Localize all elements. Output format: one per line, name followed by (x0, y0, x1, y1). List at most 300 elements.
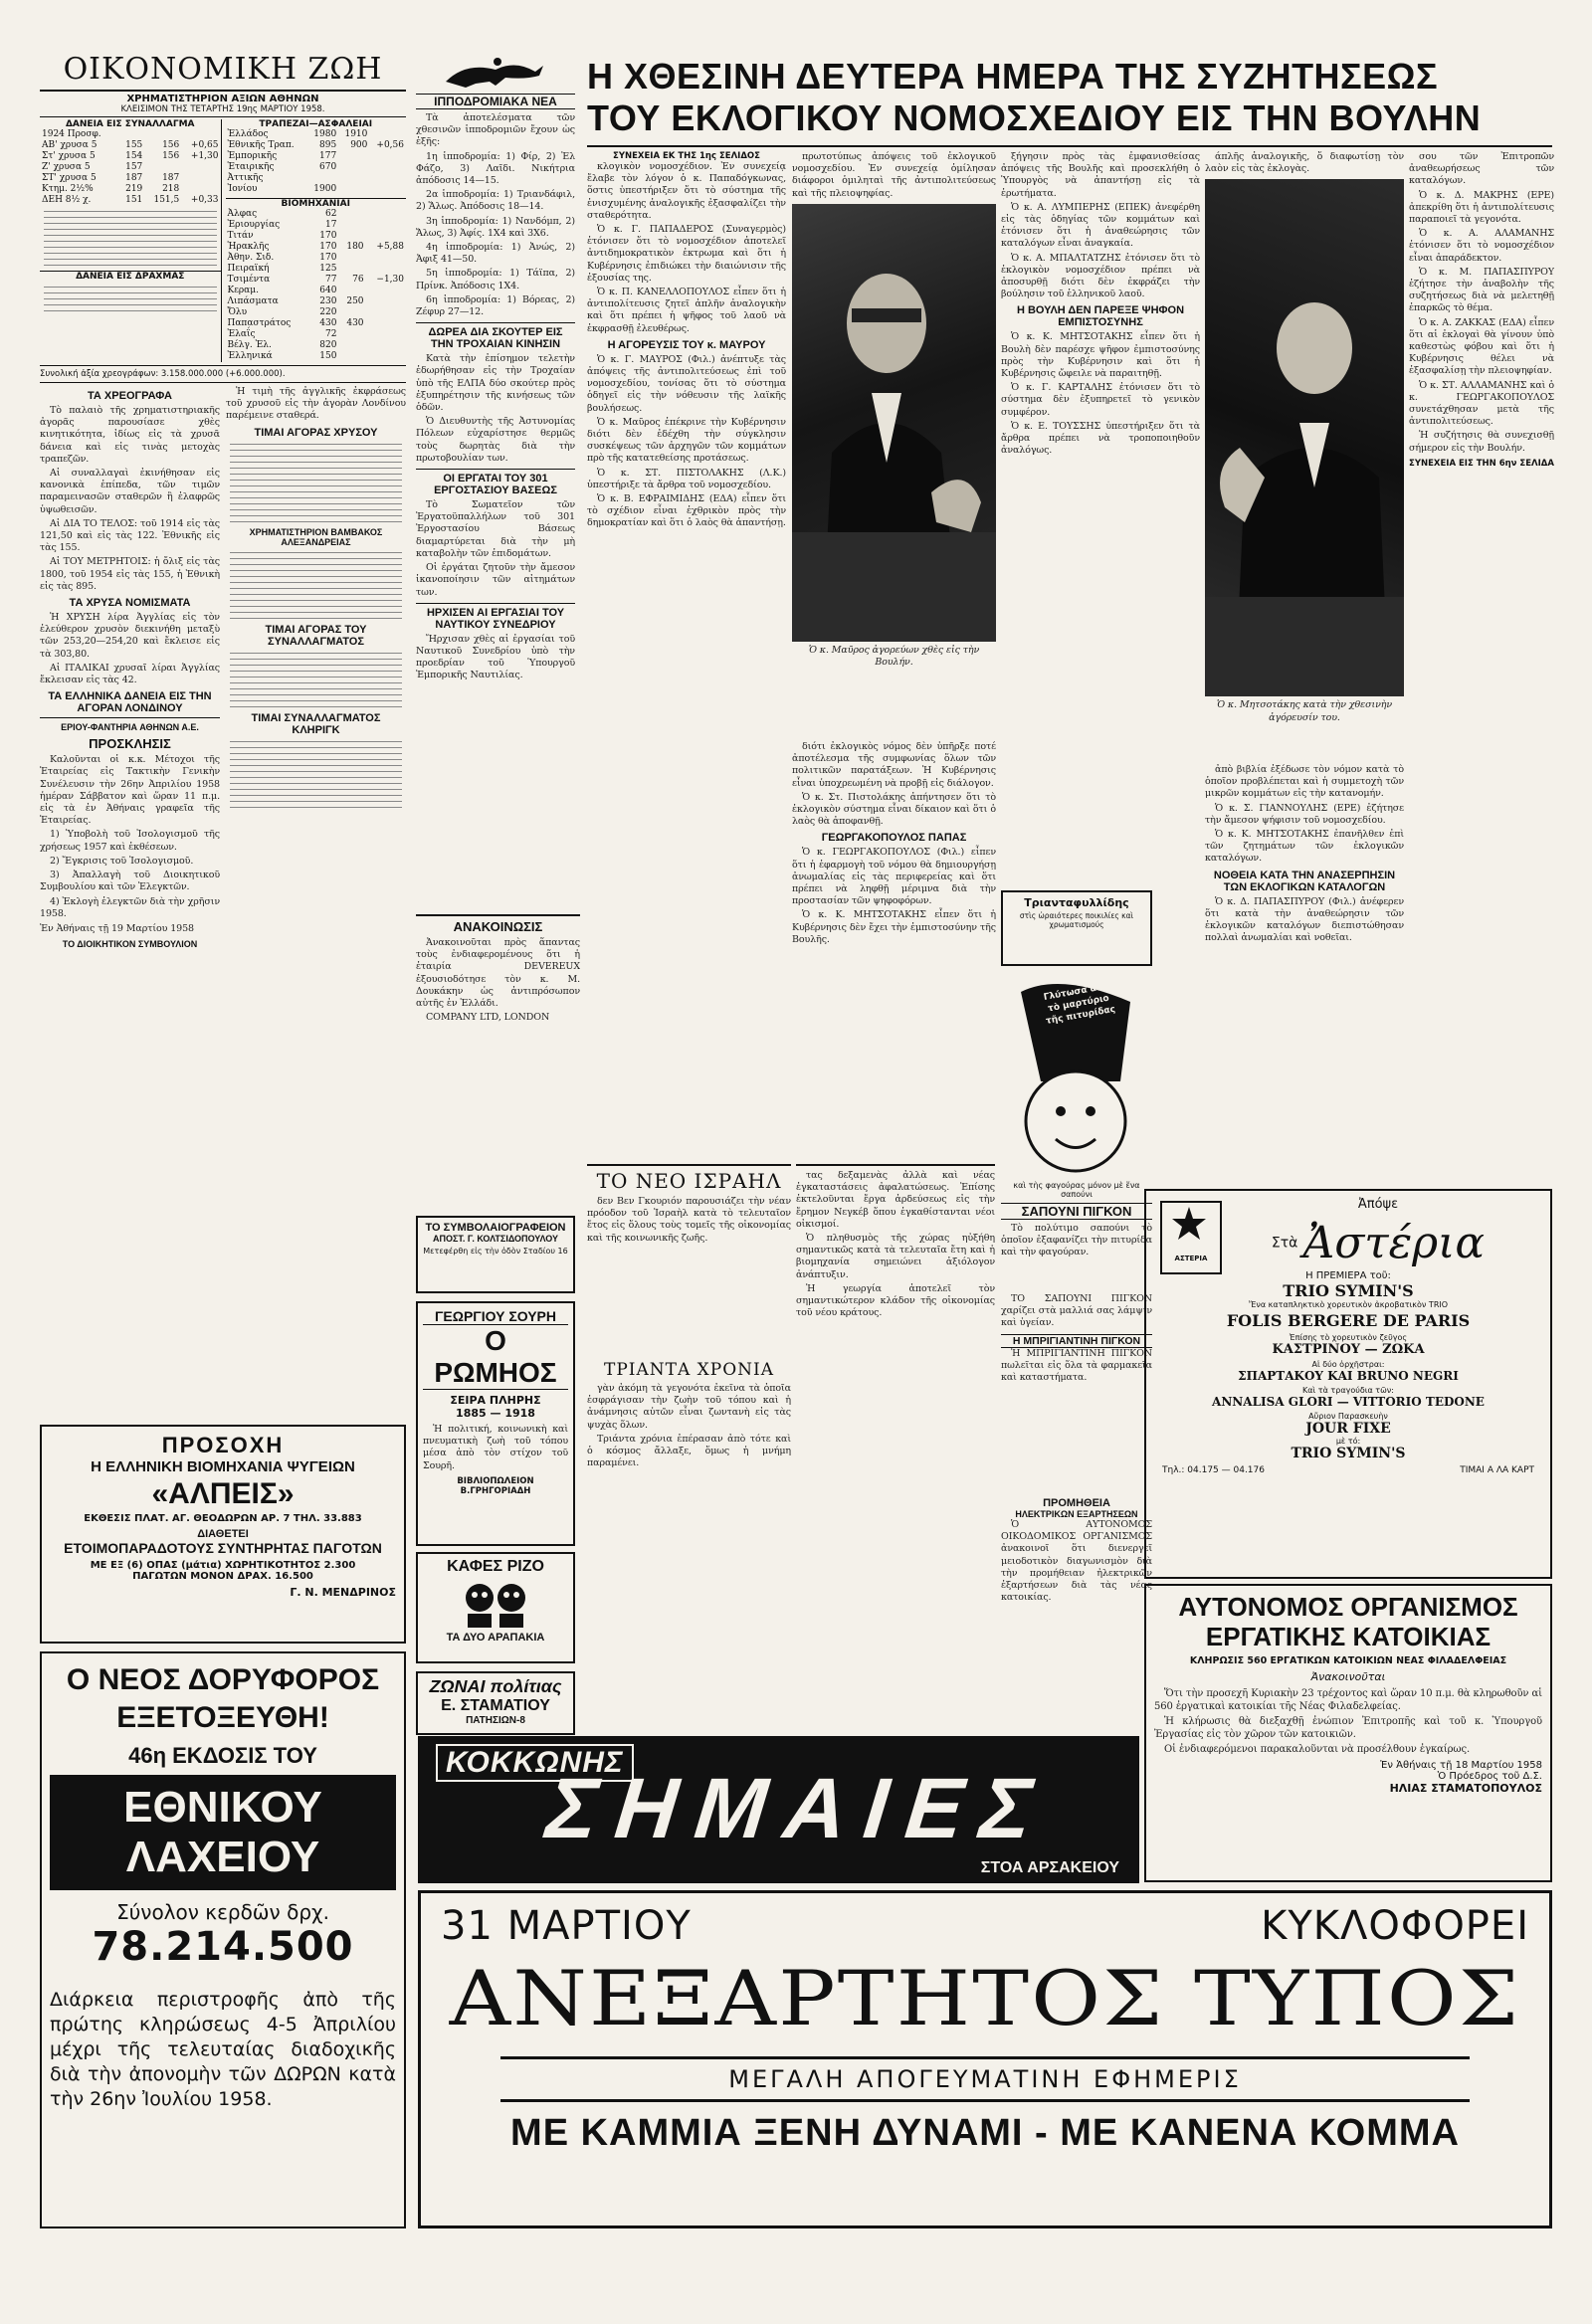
col3-text: διότι ἐκλογικὸς νόμος δὲν ὑπῆρξε ποτέ ἀποτέλεσμα τῆς συμφωνίας ὅλων τῶν πολιτικῶν παρατάξεων. Ἡ Κυβέρνησις εἶναι ὑποχρεωμένη νὰ προβῇ εἰς διάλογον. Ὁ κ. Στ. Πιστολάκης ἀπήντησεν ὅτι τὸ ἐκλογικὸν σύστημα εἶναι δίκαιον καὶ ὅτι ὁ λαὸς θὰ ἀποφανθῇ. (792, 741, 996, 828)
zones-name: Ε. ΣΤΑΜΑΤΙΟΥ (441, 1697, 550, 1714)
table-cell (338, 173, 369, 184)
table-row (226, 173, 407, 184)
souris-series: ΣΕΙΡΑ ΠΛΗΡΗΣ (450, 1394, 541, 1407)
table-cell: ΑΒ' χρυσα 5 (42, 140, 98, 150)
table-cell: 219 (125, 184, 143, 194)
table-row (226, 184, 407, 195)
table-cell (338, 151, 369, 162)
souris-title: Ο ΡΩΜΗΟΣ (423, 1324, 568, 1390)
table-cell: 151,5 (153, 195, 180, 205)
table-cell: 430 (319, 318, 337, 328)
table-cell (338, 340, 365, 351)
table-cell: 125 (319, 264, 337, 274)
souris-publisher: ΒΙΒΛΙΟΠΩΛΕΙΟΝ Β.ΓΡΗΓΟΡΙΑΔΗ (457, 1475, 534, 1496)
table-cell (369, 162, 406, 173)
gold-coins-head: ΤΑ ΧΡΥΣΑ ΝΟΜΙΣΜΑΤΑ (69, 597, 191, 610)
table-cell: 77 (324, 275, 337, 285)
economic-subtitle: ΧΡΗΜΑΤΙΣΤΗΡΙΟΝ ΑΞΙΩΝ ΑΘΗΝΩΝ (126, 94, 319, 104)
notice-sign: ΤΟ ΔΙΟΙΚΗΤΙΚΟΝ ΣΥΜΒΟΥΛΙΟΝ (62, 939, 198, 950)
sapouni-name: ΣΑΠΟΥΝΙ ΠΙΓΚΟΝ (1001, 1203, 1152, 1220)
simaies-title: ΣΗΜΑΙΕΣ (542, 1761, 1055, 1856)
zones-addr: ΠΑΤΗΣΙΩΝ-8 (466, 1715, 525, 1726)
alpeis-expo: ΕΚΘΕΣΙΣ ΠΛΑΤ. ΑΓ. ΘΕΟΔΩΡΩΝ ΑΡ. 7 ΤΗΛ. 33.883 (84, 1513, 362, 1524)
table-cell (369, 129, 406, 140)
table-cell (366, 209, 406, 220)
oek-title1: ΑΥΤΟΝΟΜΟΣ ΟΡΓΑΝΙΣΜΟΣ (1178, 1592, 1518, 1622)
table-row (226, 162, 407, 173)
col5b-text: ἀπὸ βιβλία ἐξέδωσε τὸν νόμον κατὰ τὸ ὁποῖον προβλέπεται καὶ ἡ συμμετοχὴ τῶν μικρῶν κομμάτων εἰς τὴν κατανομήν. Ὁ κ. Σ. ΓΙΑΝΝΟΥΛΗΣ (ΕΡΕ) ἐζήτησε τὴν ἄμεσον ψήφισιν τοῦ νομοσχεδίου. Ὁ κ. Κ. ΜΗΤΣΟΤΑΚΗΣ ἐπανῆλθεν ἐπὶ τῶν ζητημάτων τῶν ἐκλογικῶν καταλόγων. (1205, 764, 1404, 865)
dorea-head: ΔΩΡΕΑ ΔΙΑ ΣΚΟΥΤΕΡ ΕΙΣ ΤΗΝ ΤΡΟΧΑΙΑΝ ΚΙΝΗΣΙΝ (416, 322, 575, 350)
table-cell (366, 220, 406, 231)
anakoinoseis-section (416, 910, 580, 1209)
table-row (40, 184, 221, 195)
typos-title: ΑΝΕΞΑΡΤΗΤΟΣ ΤΥΠΟΣ (449, 1954, 1521, 2042)
table-row (40, 129, 221, 140)
cotton-head: ΧΡΗΜΑΤΙΣΤΗΡΙΟΝ ΒΑΜΒΑΚΟΣ ΑΛΕΞΑΝΔΡΕΙΑΣ (249, 526, 383, 547)
lottery-total: 78.214.500 (92, 1924, 354, 1970)
economic-right-text (226, 386, 406, 952)
symvolaio-title: ΤΟ ΣΥΜΒΟΛΑΙΟΓΡΑΦΕΙΟΝ (425, 1222, 566, 1234)
table-cell: 156 (162, 140, 180, 150)
table-cell (181, 173, 220, 184)
table-cell: Στ' χρυσα 5 (42, 151, 96, 161)
gold-coins-text: Ἡ ΧΡΥΣΗ λίρα Ἀγγλίας εἰς τὸν ἐλεύθερον χρυσὸν διεκινήθη μεταξὺ τῶν 253,20—254,20 καὶ ἔκλεισε εἰς τὰ 303,80. Αἱ ΙΤΑΛΙΚΑΙ χρυσαῖ λίραι Ἀγγλίας ἔκλεισαν εἰς τὰς 42. (40, 612, 220, 686)
article-col-1 (587, 151, 786, 1158)
table-cell (369, 151, 406, 162)
souris-years: 1885 — 1918 (456, 1407, 535, 1420)
table-cell: Ἐθνικῆς Τραπ. (227, 140, 295, 150)
table-cell: 900 (350, 140, 368, 150)
asteria-singers: Καὶ τὰ τραγούδια τῶν: (1302, 1386, 1394, 1395)
continued-label: ΣΥΝΕΧΕΙΑ ΕΚ ΤΗΣ 1ης ΣΕΛΙΔΟΣ (613, 151, 760, 161)
table-cell (338, 162, 369, 173)
photo1-caption: Ὁ κ. Μαῦρος ἀγορεύων χθὲς εἰς τὴν Βουλήν. (808, 644, 980, 669)
table-cell: 155 (125, 140, 143, 150)
table-cell: 820 (319, 340, 337, 350)
article-col-5b (1205, 764, 1404, 1182)
kanigk-head: ΤΙΜΑΙ ΣΥΝΑΛΛΑΓΜΑΤΟΣ ΚΛΗΡΙΓΚ (251, 711, 381, 736)
alpeis-product: ΕΤΟΙΜΟΠΑΡΑΔΟΤΟΥΣ ΣΥΝΤΗΡΗΤΑΣ ΠΑΓΟΤΩΝ (64, 1540, 382, 1556)
table-cell (366, 351, 406, 362)
asteria-act2: FOLIS BERGERE DE PARIS (1226, 1311, 1471, 1330)
economic-left-text (40, 386, 220, 952)
table-cell: Ἰονίου (227, 184, 258, 194)
asteria-act1: TRIO SYMIN'S (1283, 1281, 1414, 1300)
table-cell: ΔΕΗ 8½ χ. (42, 195, 92, 205)
table-row (226, 340, 407, 351)
table-cell: Βέλγ. Ἐλ. (227, 340, 272, 350)
table-cell: Πειραϊκή (227, 264, 270, 274)
drachma-head: ΔΑΝΕΙΑ ΕΙΣ ΔΡΑΧΜΑΣ (40, 271, 221, 282)
asteria-name: Ἀστέρια (1302, 1218, 1486, 1268)
table-cell: ΣΤ' χρυσα 5 (42, 173, 97, 183)
table-cell: Ἑταιρικῆς (227, 162, 275, 172)
trianta-article (587, 1357, 791, 1731)
table-cell: Κεραμ. (227, 286, 259, 295)
economic-section (40, 52, 406, 1423)
speaker-figure-icon-2 (1205, 179, 1404, 696)
asteria-act4: ΣΠΑΡΤΑΚΟΥ ΚΑΙ BRUNO NEGRI (1238, 1369, 1459, 1383)
table-cell (366, 264, 406, 275)
promithia-text: Ὁ ΑΥΤΟΝΟΜΟΣ ΟΙΚΟΔΟΜΙΚΟΣ ΟΡΓΑΝΙΣΜΟΣ ἀνακοινοῖ ὅτι διενεργεῖ μειοδοτικὸν διαγωνισμὸν διὰ τὴν προμήθειαν ἠλεκτρικῶν ἐξαρτήσεων διὰ τὰς νέας κατοικίας. (1001, 1519, 1152, 1604)
simaies-ad (418, 1736, 1139, 1883)
loans-rows (40, 129, 221, 206)
zones-title: ΖΩΝΑΙ πολίτιας (429, 1676, 562, 1696)
zones-ad (416, 1671, 575, 1735)
lottery-line1: Ο ΝΕΟΣ ΔΟΡΥΦΟΡΟΣ (66, 1663, 380, 1696)
typos-slogan: ΜΕ ΚΑΜΜΙΑ ΞΕΝΗ ΔΥΝΑΜΙ - ΜΕ ΚΑΝΕΝΑ ΚΟΜΜΑ (510, 2112, 1460, 2154)
naftiko-text: Ἤρχισαν χθὲς αἱ ἐργασίαι τοῦ Ναυτικοῦ Συνεδρίου ὑπὸ τὴν προεδρίαν τοῦ Ὑπουργοῦ Ἐμπορικῆς Ναυτιλίας. (416, 633, 575, 681)
oek-sign2: ΗΛΙΑΣ ΣΤΑΜΑΤΟΠΟΥΛΟΣ (1389, 1782, 1542, 1795)
lottery-line3: 46η ΕΚΔΟΣΙΣ ΤΟΥ (128, 1743, 317, 1768)
table-row (226, 209, 407, 220)
georgakopoulos-head: ΓΕΩΡΓΑΚΟΠΟΥΛΟΣ ΠΑΠΑΣ (821, 832, 967, 845)
brillantine-name: Η ΜΠΡΙΓΙΑΝΤΙΝΗ ΠΙΓΚΟΝ (1001, 1334, 1152, 1348)
table-cell (338, 220, 365, 231)
table-cell: Ἐμπορικῆς (227, 151, 278, 161)
sapouni-illustration (1001, 972, 1152, 1181)
horse-racing-title: ΙΠΠΟΔΡΟΜΙΑΚΑ ΝΕΑ (416, 94, 575, 109)
symvolaio-ad (416, 1216, 575, 1293)
asteria-act5: ANNALISA GLORI — VITTORIO TEDONE (1212, 1395, 1485, 1409)
kafes-title: ΚΑΦΕΣ ΡΙΖΟ (447, 1558, 544, 1575)
london-head: ΤΑ ΕΛΛΗΝΙΚΑ ΔΑΝΕΙΑ ΕΙΣ ΤΗΝ ΑΓΟΡΑΝ ΛΟΝΔΙΝΟΥ (48, 690, 212, 715)
table-cell: 151 (125, 195, 143, 205)
table-cell (338, 307, 365, 318)
table-cell: 157 (125, 162, 143, 172)
ergates-head: ΟΙ ΕΡΓΑΤΑΙ ΤΟΥ 301 ΕΡΓΟΣΤΑΣΙΟΥ ΒΑΣΕΩΣ (416, 469, 575, 496)
table-cell: 72 (324, 329, 337, 339)
table-row (226, 329, 407, 340)
asteria-premiere: Η ΠΡΕΜΙΕΡΑ τοῦ: (1305, 1270, 1391, 1281)
table-cell: 670 (319, 162, 337, 172)
table-cell (118, 129, 144, 140)
horse-rider-icon (436, 52, 555, 92)
table-cell (181, 162, 220, 173)
sapouni-brand: Τριανταφυλλίδης (1024, 896, 1129, 909)
table-cell: Ἀττικῆς (227, 173, 264, 183)
xreografa-text: Τὸ παλαιὸ τῆς χρηματιστηριακῆς ἀγορᾶς παρουσίασε χθὲς κινητικότητα, ἰδίως εἰς τὰ χρυσᾶ δάνεια καὶ εἰς τινὰς μετοχὰς τραπεζῶν. Αἱ συναλλαγαὶ ἐκινήθησαν εἰς κανονικὰ ἐπίπεδα, τῶν τιμῶν παραμεινασῶν σταθερῶν ἢ ἐλαφρῶς ὑψωθεισῶν. Αἱ ΔΙΑ ΤΟ ΤΕΛΟΣ: τοῦ 1914 εἰς τὰς 121,50 καὶ εἰς τὰς 122. Ἐθνικῆς εἰς τὰς 155. Αἱ ΤΟΥ ΜΕΤΡΗΤΟΙΣ: ἡ ὄλιξ εἰς τὰς 1800, τοῦ 1954 εἰς τὰς 155, ἡ Ἐθνικὴ εἰς τὰς 895. (40, 405, 220, 592)
georgakopoulos-text: Ὁ κ. ΓΕΩΡΓΑΚΟΠΟΥΛΟΣ (Φιλ.) εἶπεν ὅτι ἡ ἐφαρμογὴ τοῦ νόμου θὰ δημιουργήσῃ ἀνωμαλίας εἰς τὰς περιφερείας καὶ ὅτι πρέπει νὰ ληφθῇ μέριμνα διὰ τὴν προστασίαν τῶν ψηφοφόρων. Ὁ κ. Κ. ΜΗΤΣΟΤΑΚΗΣ εἶπεν ὅτι ἡ Κυβέρνησις δὲν ἔχει τὴν ἐμπιστοσύνην τῆς Βουλῆς. (792, 847, 996, 945)
kafes-ad (416, 1552, 575, 1663)
table-cell (181, 184, 220, 195)
gold-price-head: ΤΙΜΑΙ ΑΓΟΡΑΣ ΧΡΥΣΟΥ (254, 426, 378, 439)
table-row (226, 351, 407, 362)
table-cell: 177 (319, 151, 337, 161)
table-cell: 1900 (313, 184, 337, 194)
ergates-text: Τὸ Σωματεῖον τῶν Ἐργατοϋπαλλήλων τοῦ 301 Ἐργοστασίου Βάσεως διαμαρτύρεται διὰ τὴν μὴ καταβολὴν τῶν ἐπιδομάτων. Οἱ ἐργάται ζητοῦν τὴν ἄμεσον ἱκανοποίησιν τῶν αἰτημάτων των. (416, 499, 575, 598)
headline-line2: ΤΟΥ ΕΚΛΟΓΙΚΟΥ ΝΟΜΟΣΧΕΔΙΟΥ ΕΙΣ ΤΗΝ ΒΟΥΛΗΝ (587, 97, 1482, 138)
naftiko-head: ΗΡΧΙΣΕΝ ΑΙ ΕΡΓΑΣΙΑΙ ΤΟΥ ΝΑΥΤΙΚΟΥ ΣΥΝΕΔΡΙΟΥ (416, 603, 575, 631)
lottery-ad (40, 1651, 406, 2228)
table-cell: 430 (346, 318, 364, 328)
souris-text: Ἡ πολιτική, κοινωνικὴ καὶ πνευματικὴ ζωὴ τοῦ τόπου μέσα ἀπὸ τὸν στίχον τοῦ Σουρῆ. (423, 1424, 568, 1471)
alpeis-line: Η ΕΛΛΗΝΙΚΗ ΒΙΟΜΗΧΑΝΙΑ ΨΥΓΕΙΩΝ (91, 1458, 355, 1475)
symvolaio-name: ΑΠΟΣΤ. Γ. ΚΟΛΤΣΙΔΟΠΟΥΛΟΥ (432, 1234, 558, 1244)
israel-text: δεν Βεν Γκουριόν παρουσιάζει τὴν νέαν πρόοδον τοῦ Ἰσραὴλ κατὰ τὸ τελευταῖον ἔτος εἰς ὅλους τοὺς τομεῖς τῆς οἰκονομίας καὶ τῆς κοινωνικῆς ζωῆς. (587, 1196, 791, 1244)
two-boys-icon (456, 1578, 535, 1630)
table-row (226, 242, 407, 253)
article-col-3 (792, 741, 996, 1159)
table-cell: Τιτάν (227, 231, 254, 241)
typos-ad (418, 1890, 1552, 2228)
table-cell (144, 129, 181, 140)
table-cell: 640 (319, 286, 337, 295)
table-cell: 1980 (313, 129, 337, 139)
table-cell: +0,33 (190, 195, 219, 205)
voulh-text: Ὁ κ. Κ. ΜΗΤΣΟΤΑΚΗΣ εἶπεν ὅτι ἡ Βουλὴ δὲν παρέσχε ψῆφον ἐμπιστοσύνης πρὸς τὴν Κυβέρνησιν καὶ ὅτι ἡ Κυβέρνησις ὤφειλε νὰ παραιτηθῇ. Ὁ κ. Γ. ΚΑΡΤΑΛΗΣ ἐτόνισεν ὅτι τὸ σύστημα δὲν ἐξυπηρετεῖ τὸ γενικὸν συμφέρον. Ὁ κ. Ε. ΤΟΥΣΣΗΣ ὑπεστήριξεν ὅτι τὰ ἄρθρα πρέπει νὰ τροποποιηθοῦν ἀναλόγως. (1001, 331, 1200, 457)
asteria-also2: Αἱ δύο ὀρχῆστραι: (1311, 1360, 1385, 1369)
nea-voria-head: ΝΟΘΕΙΑ ΚΑΤΑ ΤΗΝ ΑΝΑΣΕΡΠΗΣΙΝ ΤΩΝ ΕΚΛΟΓΙΚΩΝ ΚΑΤΑΛΟΓΩΝ (1213, 869, 1396, 893)
table-cell (366, 307, 406, 318)
table-cell: 180 (346, 242, 364, 252)
asteria-every: Αὔριον Παρασκευὴν (1308, 1412, 1388, 1421)
table-row (40, 173, 221, 184)
table-cell: Ἐριουργίας (227, 220, 281, 230)
xreografa-head: ΤΑ ΧΡΕΟΓΡΑΦΑ (88, 390, 172, 402)
oek-date: Ἐν Ἀθήναις τῇ 18 Μαρτίου 1958 (1380, 1760, 1542, 1771)
trianta-text: γὰν ἀκόμη τὰ γεγονότα ἐκεῖνα τὰ ὁποῖα ἐσφράγισαν τὴν ζωὴν τοῦ τόπου καὶ ἡ ἀνάμνησις αὐτῶν εἶναι ζωντανὴ εἰς τὰς ψυχὰς ὅλων. Τριάντα χρόνια ἐπέρασαν ἀπὸ τότε καὶ ὁ κόσμος ἄλλαξε, ὅμως ἡ μνήμη παραμένει. (587, 1383, 791, 1469)
table-cell (338, 264, 365, 275)
table-cell: 230 (319, 296, 337, 306)
table-cell: Ἐλληνικά (227, 351, 273, 361)
lottery-line4: ΕΘΝΙΚΟΥ ΛΑΧΕΙΟΥ (50, 1775, 396, 1890)
table-cell: Παπαστράτος (227, 318, 292, 328)
table-cell: 220 (319, 307, 337, 317)
table-cell: 170 (319, 253, 337, 263)
timai-head: ΤΙΜΑΙ ΑΓΟΡΑΣ ΤΟΥ ΣΥΝΑΛΛΑΓΜΑΤΟΣ (265, 623, 367, 648)
table-cell: 187 (125, 173, 143, 183)
table-cell: 17 (324, 220, 337, 230)
promithia-head: ΠΡΟΜΗΘΕΙΑ (1043, 1497, 1110, 1509)
table-cell: 218 (162, 184, 180, 194)
table-cell (366, 318, 406, 329)
table-cell (369, 184, 406, 195)
table-cell (338, 209, 365, 220)
souris-author: ΓΕΩΡΓΙΟΥ ΣΟΥΡΗ (434, 1308, 557, 1324)
table-cell: 895 (319, 140, 337, 150)
table-cell: Ἐλαΐς (227, 329, 256, 339)
mavros-head: Η ΑΓΟΡΕΥΣΙΣ ΤΟΥ κ. ΜΑΥΡΟΥ (607, 338, 766, 351)
horse-racing-text: Τὰ ἀποτελέσματα τῶν χθεσινῶν ἱπποδρομιῶν ἔχουν ὡς ἑξῆς: 1η ἱπποδρομία: 1) Φίρ, 2) Ἐλ Φάζο, 3) Λαῖδι. Νικήτρια ἀπόδοσις 14—15. 2α ἱπποδρομία: 1) Τριανδάφιλ, 2) Ἅλως. Ἀπόδοσις 18—14. 3η ἱπποδρομία: 1) Νανδόμπ, 2) Ἄλως, 3) Ἀφίς. 1Χ4 καὶ 3Χ6. 4η ἱπποδρομία: 1) Ἀνώς, 2) Ἀφιξ 41—50. 5η ἱπποδρομία: 1) Τάϊπα, 2) Πρίνκ. Ἀπόδοσις 1Χ4. 6η ἱπποδρομία: 1) Βόρεας, 2) Ζέφυρ 27—12. (416, 112, 575, 318)
lottery-footer: Διάρκεια περιστροφῆς ἀπὸ τῆς πρώτης κληρώσεως 4-5 Ἀπριλίου μέχρι τῆς τελευταίας διαδοχικῆς διὰ τὴν ἀπονομὴν τῶν ΔΩΡΩΝ κατὰ τὴν 26ην Ἰουλίου 1958. (50, 1989, 396, 2110)
table-row (226, 264, 407, 275)
table-cell (366, 286, 406, 296)
company-notice: ΕΡΙΟΥ-ΦΑΝΤΗΡΙΑ ΑΘΗΝΩΝ Α.Ε. (61, 722, 199, 733)
photo2-caption: Ὁ κ. Μητσοτάκης κατὰ τὴν χθεσινὴν ἀγόρευσίν του. (1216, 699, 1393, 723)
brillantine-text: Ἡ ΜΠΡΙΓΙΑΝΤΙΝΗ ΠΙΓΚΟΝ πωλεῖται εἰς ὅλα τὰ φαρμακεῖα καὶ καταστήματα. (1001, 1347, 1152, 1384)
table-row (226, 275, 407, 286)
mavros-photo (792, 204, 996, 642)
table-cell (338, 286, 365, 296)
oek-text: Ὅτι τὴν προσεχῆ Κυριακὴν 23 τρέχοντος καὶ ὥραν 10 π.μ. θὰ κληρωθοῦν αἱ 560 ἐργατικαὶ κατοικίαι τῆς Νέας Φιλαδελφείας. Ἡ κλήρωσις θὰ διεξαχθῇ ἐνώπιον Ἐπιτροπῆς καὶ τοῦ κ. Ὑπουργοῦ Ἐργασίας εἰς τὸν χῶρον τῶν κατοικιῶν. Οἱ ἐνδιαφερόμενοι παρακαλοῦνται νὰ προσέλθουν ἐγκαίρως. (1154, 1688, 1542, 1755)
oek-sign1: Ὁ Πρόεδρος τοῦ Δ.Σ. (1437, 1771, 1542, 1782)
sapouni-brand-box (1001, 890, 1152, 966)
table-cell (338, 329, 365, 340)
headline-line1: Η ΧΘΕΣΙΝΗ ΔΕΥΤΕΡΑ ΗΜΕΡΑ ΤΗΣ ΣΥΖΗΤΗΣΕΩΣ (587, 56, 1439, 97)
asteria-price: ΤΙΜΑΙ Α ΛΑ ΚΑΡΤ (1460, 1465, 1534, 1475)
table-cell: 154 (125, 151, 143, 161)
table-cell: Ἡρακλῆς (227, 242, 270, 252)
asteria-also: Ἐπίσης τὸ χορευτικὸν ζεῦγος (1289, 1333, 1408, 1342)
mavros-text: Ὁ κ. Γ. ΜΑΥΡΟΣ (Φιλ.) ἀνέπτυξε τὰς ἀπόψεις τῆς ἀντιπολιτεύσεως ἐπὶ τοῦ νομοσχεδίου, τονίσας ὅτι τὸ σύστημα ὁδηγεῖ εἰς τὴν νόθευσιν τῆς λαϊκῆς βουλήσεως. Ὁ κ. Μαῦρος ἐπέκρινε τὴν Κυβέρνησιν διότι δὲν ἐδέχθη τὴν σύγκλησιν συσκέψεως τῶν ἀρχηγῶν τῶν κομμάτων πρὸ τῆς κατατεθείσης προτάσεως. Ὁ κ. ΣΤ. ΠΙΣΤΟΛΑΚΗΣ (Λ.Κ.) ὑπεστήριξε τὰ ἄρθρα τοῦ νομοσχεδίου. Ὁ κ. Β. ΕΦΡΑΙΜΙΔΗΣ (ΕΔΑ) εἶπεν ὅτι τὸ σχέδιον εἶναι ἐχθρικὸν πρὸς τὴν δημοκρατίαν καὶ ὅτι ὁ λαὸς θὰ ἀπαντήσῃ. (587, 353, 786, 529)
table-row (226, 231, 407, 242)
table-cell (144, 162, 181, 173)
industry-head: ΒΙΟΜΗΧΑΝΙΑΙ (226, 198, 407, 209)
table-cell (366, 329, 406, 340)
typos-sub: ΜΕΓΑΛΗ ΑΠΟΓΕΥΜΑΤΙΝΗ ΕΦΗΜΕΡΙΣ (500, 2056, 1470, 2102)
table-cell (307, 173, 338, 184)
table-row (226, 140, 407, 151)
sapouni-brand-sub: στὶς ὡραιότερες ποικιλίες καὶ χρωματισμούς (1019, 911, 1134, 929)
horse-racing-section (416, 52, 575, 907)
alpeis-ad (40, 1425, 406, 1644)
lottery-line2: ΕΞΕΤΟΞΕΥΘΗ! (116, 1701, 329, 1734)
israel-head: ΤΟ ΝΕΟ ΙΣΡΑΗΛ (596, 1169, 782, 1193)
notice-date: Ἐν Ἀθήναις τῇ 19 Μαρτίου 1958 (40, 922, 195, 934)
israel-article (587, 1164, 791, 1353)
table-cell (338, 253, 365, 264)
notice-title: ΠΡΟΣΚΛΗΣΙΣ (89, 736, 171, 752)
industry-rows (226, 209, 407, 362)
table-cell: 170 (319, 231, 337, 241)
table-cell: 1910 (344, 129, 368, 139)
economic-title: ΟΙΚΟΝΟΜΙΚΗ ΖΩΗ (63, 52, 383, 87)
asteria-with: μὲ τό: (1335, 1437, 1361, 1446)
sapouni-text: Τὸ πολύτιμο σαπούνι τὸ ὁποῖον ἐξαφανίζει τὴν πιτυρίδα καὶ τὴν φαγούραν. (1001, 1223, 1152, 1259)
sapouni-caption: καὶ τὴς φαγούρας μόνον μὲ ἕνα σαπούνι (1013, 1181, 1140, 1199)
table-cell (338, 184, 369, 195)
table-row (40, 140, 221, 151)
asteria-act7: TRIO SYMIN'S (1291, 1446, 1406, 1461)
table-row (40, 195, 221, 206)
colmid2-text: τας δεξαμενὰς ἀλλὰ καὶ νέας ἐγκαταστάσεις ἀφαλατώσεως. Ἐπίσης ἐκτελοῦνται ἔργα ἀρδεύσεως εἰς τὴν ἔρημον Νεγκέβ ὅπου ἐγκαθίστανται νέοι οἰκισμοί. Ὁ πληθυσμὸς τῆς χώρας ηὐξήθη σημαντικῶς κατὰ τὰ τελευταῖα ἔτη καὶ ἡ βιομηχανία σημειώνει ἀξιόλογον ἀνάπτυξιν. Ἡ γεωργία ἀποτελεῖ τὸν σημαντικώτερον κλάδον τῆς οἰκονομίας τοῦ νέου κράτους. (796, 1170, 995, 1319)
table-row (226, 220, 407, 231)
col4-text: ξήγησιν πρὸς τὰς ἐμφανισθείσας ἀπόψεις τῆς Βουλῆς καὶ προσεκλήθη ὁ Ὑπουργὸς νὰ ἀπαντήσῃ εἰς τὰ ἐρωτήματα. Ὁ κ. Α. ΛΥΜΠΕΡΗΣ (ΕΠΕΚ) ἀνεφέρθη εἰς τὰς ὁδηγίας τῶν κομμάτων καὶ ἐτόνισεν ὅτι ἡ ἀναθεώρησις τῶν καταλόγων εἶναι ἀναγκαία. Ὁ κ. Α. ΜΠΑΛΤΑΤΖΗΣ ἐτόνισεν ὅτι τὸ ἐκλογικὸν νομοσχέδιον πρέπει νὰ ἀποσυρθῇ διότι δὲν ἐκφράζει τὴν βούλησιν τοῦ ἑλληνικοῦ λαοῦ. (1001, 151, 1200, 300)
oek-ad (1144, 1584, 1552, 1882)
promithia-notice (1001, 1497, 1152, 1731)
table-row (226, 253, 407, 264)
table-cell (366, 231, 406, 242)
loans-head: ΔΑΝΕΙΑ ΕΙΣ ΣΥΝΑΛΛΑΓΜΑ (65, 119, 195, 129)
col2-top-text: πρωτοτύπως ἀπόψεις τοῦ ἐκλογικοῦ νομοσχεδίου. Ἐν συνεχείᾳ ὁμίλησαν διάφοροι ὁμιληταὶ τῆς ἀντιπολιτεύσεως καὶ τῆς πλειοψηφίας. (792, 151, 996, 199)
table-cell: Ὄλυ (227, 307, 248, 317)
gold-price-intro: Ἡ τιμὴ τῆς ἀγγλικῆς ἐκφράσεως τοῦ χρυσοῦ εἰς τὴν ἀγορὰν Λονδίνου παρέμεινε σταθερά. (226, 386, 406, 422)
table-row (226, 151, 407, 162)
article-col-4 (1001, 151, 1200, 887)
economic-date: ΚΛΕΙΣΙΜΟΝ ΤΗΣ ΤΕΤΑΡΤΗΣ 19ης ΜΑΡΤΙΟΥ 1958. (120, 104, 325, 114)
headline (587, 56, 1552, 147)
banks-head: ΤΡΑΠΕΖΑΙ—ΑΣΦΑΛΕΙΑΙ (259, 119, 373, 129)
table-cell (366, 296, 406, 307)
mitsotakis-photo (1205, 179, 1404, 696)
article-col-6 (1409, 151, 1554, 1186)
col5-top-text: άπλῆς ἀναλογικῆς, ὅ διαφωτίσῃ τὸν λαὸν εἰς τὰς ἐκλογὰς. (1205, 151, 1404, 175)
table-cell: +0,65 (190, 140, 219, 150)
elektr-head: ΗΛΕΚΤΡΙΚΩΝ ΕΞΑΡΤΗΣΕΩΝ (1015, 1509, 1138, 1519)
stoa-label: ΣΤΟΑ ΑΡΣΑΚΕΙΟΥ (980, 1859, 1119, 1876)
table-cell (338, 231, 365, 242)
table-cell: Ζ' χρυσα 5 (42, 162, 91, 172)
col6-text: σου τῶν Ἐπιτροπῶν ἀναθεωρήσεως τῶν καταλόγων. Ὁ κ. Δ. ΜΑΚΡΗΣ (ΕΡΕ) ἀπεκρίθη ὅτι ἡ ἀντιπολίτευσις παραποιεῖ τὰ γεγονότα. Ὁ κ. Α. ΑΛΑΜΑΝΗΣ ἐτόνισεν ὅτι τὸ νομοσχέδιον εἶναι ἀπαράδεκτον. Ὁ κ. Μ. ΠΑΠΑΣΠΥΡΟΥ ἐζήτησε τὴν ἀναβολὴν τῆς συζητήσεως διὰ νὰ μελετηθῇ ἐπαρκῶς τὸ θέμα. Ὁ κ. Α. ΖΑΚΚΑΣ (ΕΔΑ) εἶπεν ὅτι αἱ ἐκλογαὶ θὰ γίνουν ὑπὸ καθεστὼς φόβου καὶ ὅτι ἡ Κυβέρνησις θέλει νὰ ἐξασφαλίσῃ τὴν πλειοψηφίαν. Ὁ κ. ΣΤ. ΑΛΛΑΜΑΝΗΣ καὶ ὁ κ. ΓΕΩΡΓΑΚΟΠΟΥΛΟΣ συνετάχθησαν μετὰ τῆς ἀντιπολιτεύσεως. Ἡ συζήτησις θὰ συνεχισθῇ σήμερον εἰς τὴν Βουλήν. (1409, 151, 1554, 454)
notice-text: Καλοῦνται οἱ κ.κ. Μέτοχοι τῆς Ἑταιρείας εἰς Τακτικὴν Γενικὴν Συνέλευσιν τὴν 26ην Ἀπριλίου 1958 ἡμέραν Σάββατον καὶ ὥραν 11 π.μ. εἰς τὰ ἐν Ἀθήναις γραφεῖα τῆς Ἑταιρείας. 1) Ὑποβολὴ τοῦ Ἰσολογισμοῦ τῆς χρήσεως 1957 καὶ ἐκθέσεων. 2) Ἔγκρισις τοῦ Ἰσολογισμοῦ. 3) Ἀπαλλαγὴ τοῦ Διοικητικοῦ Συμβουλίου καὶ τῶν Ἐλεγκτῶν. 4) Ἐκλογὴ ἐλεγκτῶν διὰ τὴν χρῆσιν 1958. (40, 754, 220, 919)
asteria-logo: ΑΣΤΕΡΙΑ (1174, 1255, 1208, 1262)
symvolaio-address: Μετεφέρθη εἰς τὴν ὁδὸν Σταδίου 16 (423, 1247, 568, 1256)
asteria-sta: Στὰ (1271, 1235, 1298, 1252)
table-cell: Ἐλλάδος (227, 129, 269, 139)
table-cell: Ἀθην. Σιδ. (227, 253, 275, 263)
souris-ad (416, 1301, 575, 1546)
table-cell (369, 173, 406, 184)
lottery-total-label: Σύνολον κερδῶν δρχ. (116, 1900, 329, 1924)
continued-6: ΣΥΝΕΧΕΙΑ ΕΙΣ ΤΗΝ 6ην ΣΕΛΙΔΑ (1409, 458, 1554, 469)
photo-mitsotakis (1205, 151, 1404, 760)
asteria-desc: Ἕνα καταπληκτικὸ χορευτικὸν ἀκροβατικὸν TRIO (1248, 1300, 1449, 1309)
table-cell (181, 129, 220, 140)
table-row (226, 129, 407, 140)
banks-rows (226, 129, 407, 195)
asteria-ad (1144, 1189, 1552, 1579)
alpeis-brand: «ΑΛΠΕΙΣ» (151, 1477, 295, 1510)
brillantine-intro: ΤΟ ΣΑΠΟΥΝΙ ΠΙΓΚΟΝ χαρίζει στὰ μαλλιά σας λάμψιν καὶ ὑγείαν. (1001, 1293, 1152, 1329)
star-shield-icon (1162, 1203, 1216, 1251)
asteria-logo-box (1160, 1201, 1222, 1274)
article-col-mid2 (796, 1164, 995, 1731)
table-cell: 250 (346, 296, 364, 306)
table-row (226, 318, 407, 329)
speaker-figure-icon (792, 204, 996, 642)
table-row (226, 286, 407, 296)
oek-sub: ΚΛΗΡΩΣΙΣ 560 ΕΡΓΑΤΙΚΩΝ ΚΑΤΟΙΚΙΩΝ ΝΕΑΣ ΦΙΛΑΔΕΛΦΕΙΑΣ (1189, 1655, 1507, 1666)
table-row (226, 296, 407, 307)
table-cell: −1,30 (376, 275, 404, 285)
kafes-sub: ΤΑ ΔΥΟ ΑΡΑΠΑΚΙΑ (446, 1632, 545, 1644)
table-cell: Ἀλφας (227, 209, 258, 219)
oek-anakoinosis: Ἀνακοινοῦται (1310, 1670, 1386, 1683)
table-cell: 150 (319, 351, 337, 361)
nea-voria-text: Ὁ κ. Δ. ΠΑΠΑΣΠΥΡΟΥ (Φιλ.) ἀνέφερεν ὅτι κατὰ τὴν ἀναθεώρησιν τῶν ἐκλογικῶν καταλόγων διεπιστώθησαν πολλαὶ ἀνωμαλίαι καὶ νοθεῖαι. (1205, 895, 1404, 944)
asteria-apopse: Ἀπόψε (1357, 1197, 1399, 1212)
table-cell: 62 (324, 209, 337, 219)
table-cell: +0,56 (376, 140, 404, 150)
alpeis-head: ΠΡΟΣΟΧΗ (161, 1433, 285, 1457)
trianta-head: ΤΡΙΑΝΤΑ ΧΡΟΝΙΑ (603, 1360, 774, 1380)
table-cell: Κτημ. 2½% (42, 184, 94, 194)
table-cell: Λιπάσματα (227, 296, 279, 306)
anakoinoseis-head: ΑΝΑΚΟΙΝΩΣΙΣ (416, 914, 580, 934)
oek-title2: ΕΡΓΑΤΙΚΗΣ ΚΑΤΟΙΚΙΑΣ (1205, 1622, 1492, 1651)
table-cell (366, 253, 406, 264)
table-cell: +1,30 (190, 151, 219, 161)
stock-summary: Συνολική ἀξία χρεογράφων: 3.158.000.000 (+6.000.000). (40, 369, 286, 379)
table-cell: +5,88 (376, 242, 404, 252)
table-cell: Τσιμέντα (227, 275, 271, 285)
table-cell: 1924 Προσφ. (42, 129, 101, 139)
loans-table (40, 119, 222, 362)
table-row (40, 162, 221, 173)
table-cell: 76 (352, 275, 364, 285)
table-cell: 187 (162, 173, 180, 183)
col1-text: κλογικὸν νομοσχέδιον. Ἐν συνεχείᾳ ἔλαβε τὸν λόγον ὁ κ. Παπαδόγκωνας, ὅστις ὑπεστήριξεν ὅτι τὸ σύστημα τῆς ἐνισχυμένης ἀναλογικῆς ἐξασφαλίζει τὴν σταθερότητα. Ὁ κ. Γ. ΠΑΠΑΔΕΡΟΣ (Συναγερμὸς) ἐτόνισεν ὅτι τὸ νομοσχέδιον ἀποτελεῖ ἀντιδημοκρατικὸν ἐκτρωμα καὶ ὅτι ἡ Κυβέρνησις ἐπιδιώκει τὴν διαιώνισιν τῆς ἐξουσίας της. Ὁ κ. Π. ΚΑΝΕΛΛΟΠΟΥΛΟΣ εἶπεν ὅτι ἡ ἀντιπολίτευσις ζητεῖ ἁπλῆν ἀναλογικὴν καὶ ὅτι πρέπει ἡ ψῆφος τοῦ λαοῦ νὰ ἐκφρασθῇ ἐλευθέρως. (587, 161, 786, 334)
table-cell: 156 (162, 151, 180, 161)
photo-mavros (792, 151, 996, 738)
anakoinoseis-text: Ἀνακοινοῦται πρὸς ἅπαντας τοὺς ἐνδιαφερομένους ὅτι ἡ ἐταιρία DEVEREUX ἐξουσιοδότησε τὸν κ. Μ. Δουκάκην ὡς ἀντιπρόσωπον αὐτῆς ἐν Ἑλλάδι. COMPANY LTD, LONDON (416, 937, 580, 1024)
alpeis-sign: Γ. Ν. ΜΕΝΔΡΙΝΟΣ (290, 1586, 396, 1599)
sapouni-tagline: Γλύτωσα ἀπὸ τὸ μαρτύριο τῆς πιτυρίδας (1043, 981, 1116, 1027)
alpeis-price: ΜΕ ΕΞ (6) ΟΠΑΣ (μάτια) ΧΩΡΗΤΙΚΟΤΗΤΟΣ 2.300 ΠΑΓΩΤΩΝ ΜΟΝΟΝ ΔΡΑΧ. 16.500 (90, 1560, 356, 1582)
voulh-head: Η ΒΟΥΛΗ ΔΕΝ ΠΑΡΕΞΕ ΨΗΦΟΝ ΕΜΠΙΣΤΟΣΥΝΗΣ (1016, 304, 1185, 329)
table-row (40, 151, 221, 162)
